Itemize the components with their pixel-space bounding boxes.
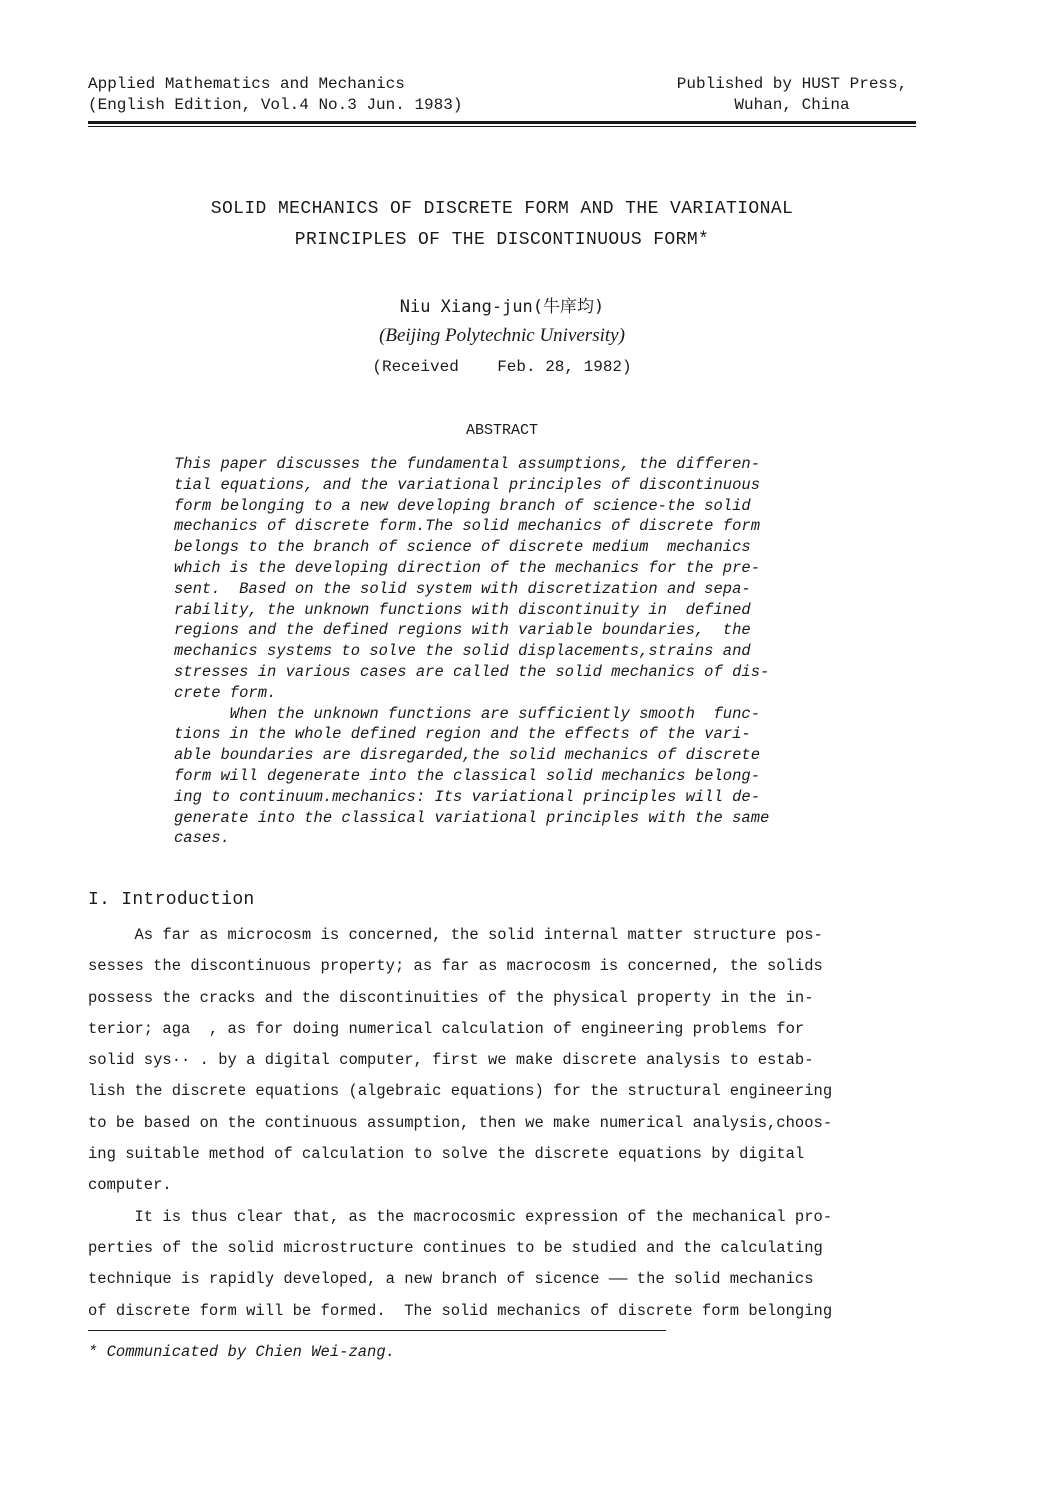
author-affiliation: (Beijing Polytechnic University): [379, 325, 625, 346]
abstract-line: able boundaries are disregarded,the solid mechanics of discrete: [174, 746, 760, 765]
header-rule-thin: [88, 126, 916, 127]
body-text-line: to be based on the continuous assumption, then we make numerical analysis,choos-: [88, 1113, 833, 1132]
abstract-line: mechanics of discrete form.The solid mechanics of discrete form: [174, 517, 760, 536]
running-header-publisher: [666, 74, 918, 116]
abstract-line: rability, the unknown functions with discontinuity in defined: [174, 600, 751, 619]
body-text-line: It is thus clear that, as the macrocosmic expression of the mechanical pro-: [88, 1207, 833, 1226]
body-text-line: solid sys·· . by a digital computer, first we make discrete analysis to estab-: [88, 1051, 814, 1070]
journal-edition: (English Edition, Vol.4 No.3 Jun. 1983): [88, 96, 463, 114]
body-text-line: computer.: [88, 1176, 172, 1195]
body-text-line: of discrete form will be formed. The solid mechanics of discrete form belonging: [88, 1301, 833, 1320]
abstract-line: which is the developing direction of the mechanics for the pre-: [174, 558, 760, 577]
body-text-line: terior; aga , as for doing numerical calculation of engineering problems for: [88, 1019, 805, 1038]
abstract-heading: ABSTRACT: [465, 422, 538, 439]
abstract-line: regions and the defined regions with variable boundaries, the: [174, 621, 751, 640]
abstract-line: form belonging to a new developing branch of science-the solid: [174, 496, 751, 515]
section-heading: I. Introduction: [88, 890, 255, 910]
publisher-name: Published by HUST Press,: [676, 75, 908, 93]
abstract-line: This paper discusses the fundamental assumptions, the differen-: [174, 455, 760, 473]
body-text-line: sesses the discontinuous property; as far as macrocosm is concerned, the solids: [88, 957, 823, 976]
paper-title-line-2: PRINCIPLES OF THE DISCONTINUOUS FORM*: [294, 230, 710, 250]
abstract-line: cases.: [174, 829, 230, 848]
footnote-rule: [88, 1330, 666, 1331]
abstract-line: belongs to the branch of science of discrete medium mechanics: [174, 538, 751, 557]
body-text-line: perties of the solid microstructure continues to be studied and the calculating: [88, 1238, 823, 1257]
header-rule: [88, 121, 916, 124]
body-text-line: possess the cracks and the discontinuities of the physical property in the in-: [88, 988, 814, 1007]
abstract-line: form will degenerate into the classical solid mechanics belong-: [174, 766, 760, 785]
abstract-line: When the unknown functions are sufficiently smooth func-: [174, 704, 760, 723]
body-text-line: technique is rapidly developed, a new branch of sicence —— the solid mechanics: [88, 1270, 814, 1289]
abstract-line: generate into the classical variational principles with the same: [174, 808, 770, 827]
footnote: * Communicated by Chien Wei-zang.: [88, 1343, 395, 1361]
abstract-body: [174, 454, 854, 849]
abstract-line: mechanics systems to solve the solid displacements,strains and: [174, 642, 751, 661]
body-text-line: lish the discrete equations (algebraic equations) for the structural engineering: [88, 1082, 833, 1101]
abstract-line: crete form.: [174, 683, 277, 702]
running-header-journal: [88, 74, 462, 116]
body-text-line: As far as microcosm is concerned, the solid internal matter structure pos-: [88, 926, 823, 944]
journal-name: Applied Mathematics and Mechanics: [88, 75, 405, 93]
received-date: (Received Feb. 28, 1982): [372, 358, 632, 376]
abstract-line: tions in the whole defined region and the effects of the vari-: [174, 725, 751, 744]
body-text-line: ing suitable method of calculation to solve the discrete equations by digital: [88, 1145, 805, 1164]
section-body: [88, 920, 928, 1327]
abstract-line: sent. Based on the solid system with discretization and sepa-: [174, 579, 751, 598]
abstract-line: stresses in various cases are called the solid mechanics of dis-: [174, 662, 770, 681]
paper-title-line-1: SOLID MECHANICS OF DISCRETE FORM AND THE VARIATIONAL: [210, 199, 794, 219]
abstract-line: tial equations, and the variational principles of discontinuous: [174, 475, 760, 494]
abstract-line: ing to continuum.mechanics: Its variational principles will de-: [174, 787, 760, 806]
publisher-location: Wuhan, China: [734, 96, 850, 114]
author-name: Niu Xiang-jun(牛庠均): [399, 297, 605, 317]
